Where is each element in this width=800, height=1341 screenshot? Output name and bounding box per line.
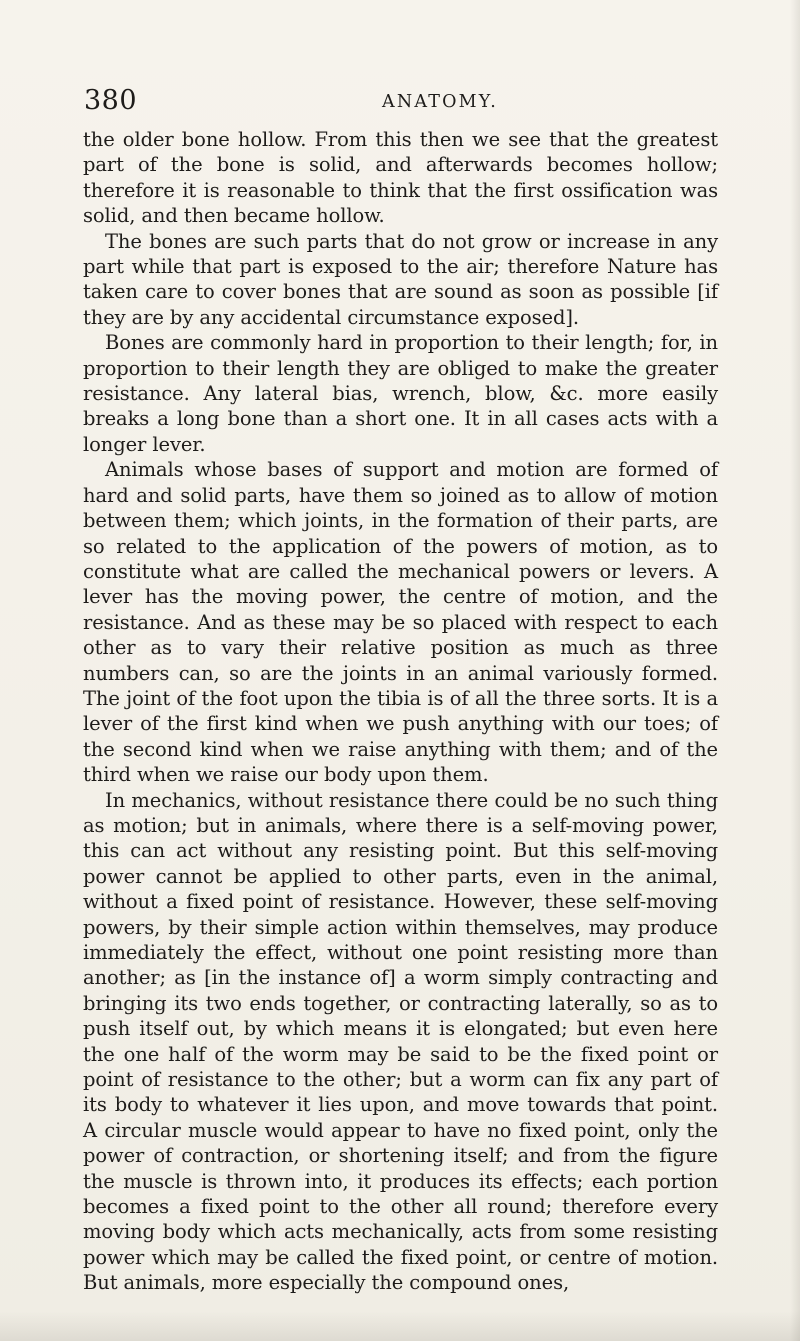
- paragraph: Bones are commonly hard in proportion to their length; for, in proportion to their length they are obliged to make the greater resistance. Any lateral bias, wrench, blow, &c. more easily breaks a long bone than a short one. It in all cases acts with a longer lever.: [83, 331, 718, 456]
- paragraph: The bones are such parts that do not grow or increase in any part while that part is exposed to the air; therefore Nature has taken care to cover bones that are sound as soon as possible [if they are by any accidental circumstance exposed].: [83, 229, 718, 329]
- paragraph: In mechanics, without resistance there could be no such thing as motion; but in animals, where there is a self-moving power, this can act without any resisting point. But this self-moving power cannot be applied to other parts, even in the animal, without a fixed point of resistance. However, these self-moving powers, by their simple action within themselves, may produce immediately the effect, without one point resisting more than another; as [in the instance of] a worm simply contracting and bringing its two ends together, or contracting laterally, so as to push itself out, by which means it is elongated; but even here the one half of the worm may be said to be the fixed point or point of resistance to the other; but a worm can fix any part of its body to whatever it lies upon, and move towards that point. A circular muscle would appear to have no fixed point, only the power of contraction, or shortening itself; and from the figure the muscle is thrown into, it produces its effects; each portion becomes a fixed point to the other all round; therefore every moving body which acts mechanically, acts from some resisting power which may be called the fixed point, or centre of motion. But animals, more especially the compound ones,: [83, 788, 718, 1295]
- paragraph: the older bone hollow. From this then we see that the greatest part of the bone is solid, and afterwards becomes hollow; therefore it is reasonable to think that the first ossification was solid, and then became hollow.: [83, 128, 718, 228]
- running-head: ANATOMY.: [381, 92, 499, 112]
- page-edge-shadow: [790, 0, 800, 1341]
- body-text: [83, 127, 718, 1296]
- paragraph: Animals whose bases of support and motion are formed of hard and solid parts, have them so joined as to allow of motion between them; which joints, in the formation of their parts, are so related to the application of the powers of motion, as to constitute what are called the mechanical powers or levers. A lever has the moving power, the centre of motion, and the resistance. And as these may be so placed with respect to each other as to vary their relative position as much as three numbers can, so are the joints in an animal variously formed. The joint of the foot upon the tibia is of all the three sorts. It is a lever of the first kind when we push anything with our toes; of the second kind when we raise anything with them; and of the third when we raise our body upon them.: [83, 458, 718, 787]
- page-bottom-shadow: [0, 1311, 800, 1341]
- page-header: [0, 0, 800, 120]
- page-number: 380: [84, 85, 138, 116]
